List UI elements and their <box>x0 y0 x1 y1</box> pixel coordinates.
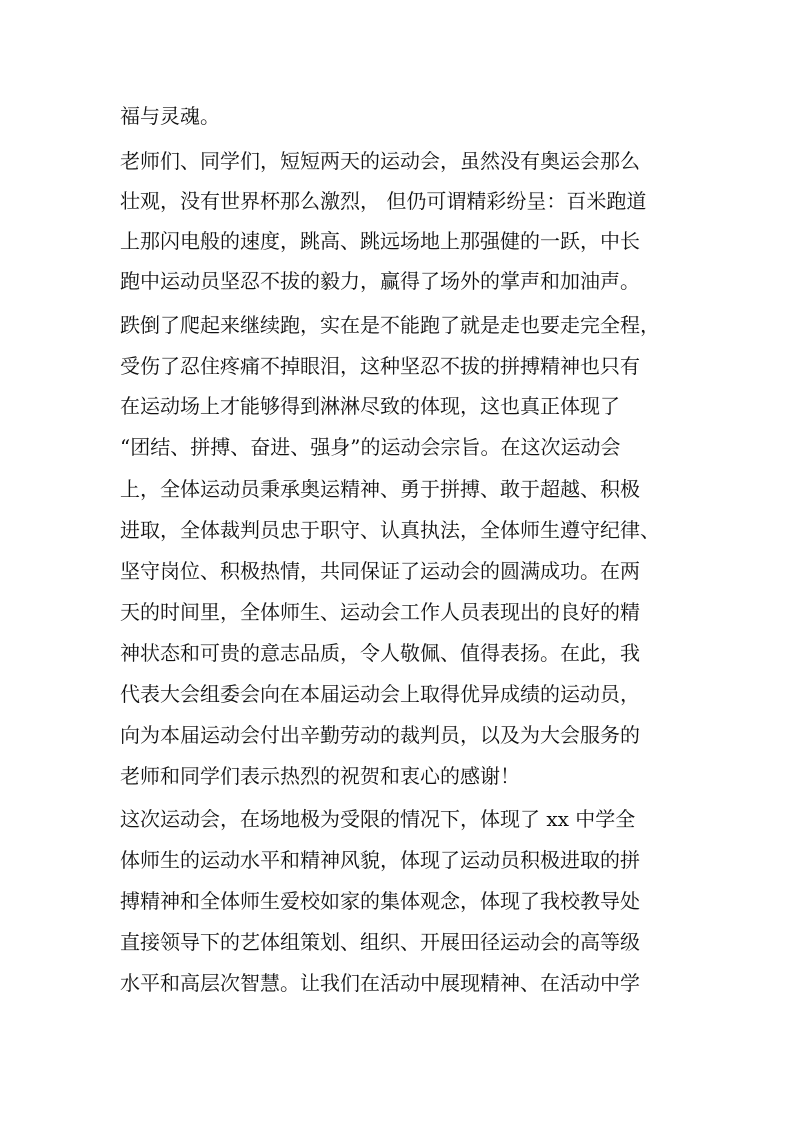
text-line: 直接领导下的艺体组策划、组织、开展田径运动会的高等级 <box>120 930 640 954</box>
text-line: 跑中运动员坚忍不拔的毅力，赢得了场外的掌声和加油声。 <box>120 269 640 293</box>
text-line: 跌倒了爬起来继续跑，实在是不能跑了就是走也要走完全程， <box>120 313 660 337</box>
text-line: 在运动场上才能够得到淋淋尽致的体现，这也真正体现了 <box>120 394 620 418</box>
text-line: 天的时间里，全体师生、运动会工作人员表现出的良好的精 <box>120 600 640 624</box>
text-line: 福与灵魂。 <box>120 104 220 128</box>
text-line: 体师生的运动水平和精神风貌，体现了运动员积极进取的拼 <box>120 848 640 872</box>
text-line: 代表大会组委会向在本届运动会上取得优异成绩的运动员， <box>120 682 640 706</box>
text-line: “团结、拼搏、奋进、强身”的运动会宗旨。在这次运动会 <box>120 435 621 459</box>
text-line: 神状态和可贵的意志品质，令人敬佩、值得表扬。在此，我 <box>120 641 640 665</box>
text-line: 进取，全体裁判员忠于职守、认真执法，全体师生遵守纪律、 <box>120 518 660 542</box>
text-line: 老师们、同学们，短短两天的运动会，虽然没有奥运会那么 <box>120 149 640 173</box>
text-line: 壮观，没有世界杯那么激烈， 但仍可谓精彩纷呈：百米跑道 <box>120 189 647 213</box>
text-line: 上那闪电般的速度，跳高、跳远场地上那强健的一跃，中长 <box>120 229 640 253</box>
text-line: 水平和高层次智慧。让我们在活动中展现精神、在活动中学 <box>120 971 640 995</box>
text-line: 老师和同学们表示热烈的祝贺和衷心的感谢！ <box>120 764 520 788</box>
text-line: 受伤了忍住疼痛不掉眼泪，这种坚忍不拔的拼搏精神也只有 <box>120 354 640 378</box>
text-line: 上，全体运动员秉承奥运精神、勇于拼搏、敢于超越、积极 <box>120 477 640 501</box>
text-line: 搏精神和全体师生爱校如家的集体观念，体现了我校教导处 <box>120 889 640 913</box>
text-line: 这次运动会，在场地极为受限的情况下，体现了 xx 中学全 <box>120 807 636 831</box>
text-line: 坚守岗位、积极热情，共同保证了运动会的圆满成功。在两 <box>120 559 640 583</box>
text-line: 向为本届运动会付出辛勤劳动的裁判员，以及为大会服务的 <box>120 723 640 747</box>
